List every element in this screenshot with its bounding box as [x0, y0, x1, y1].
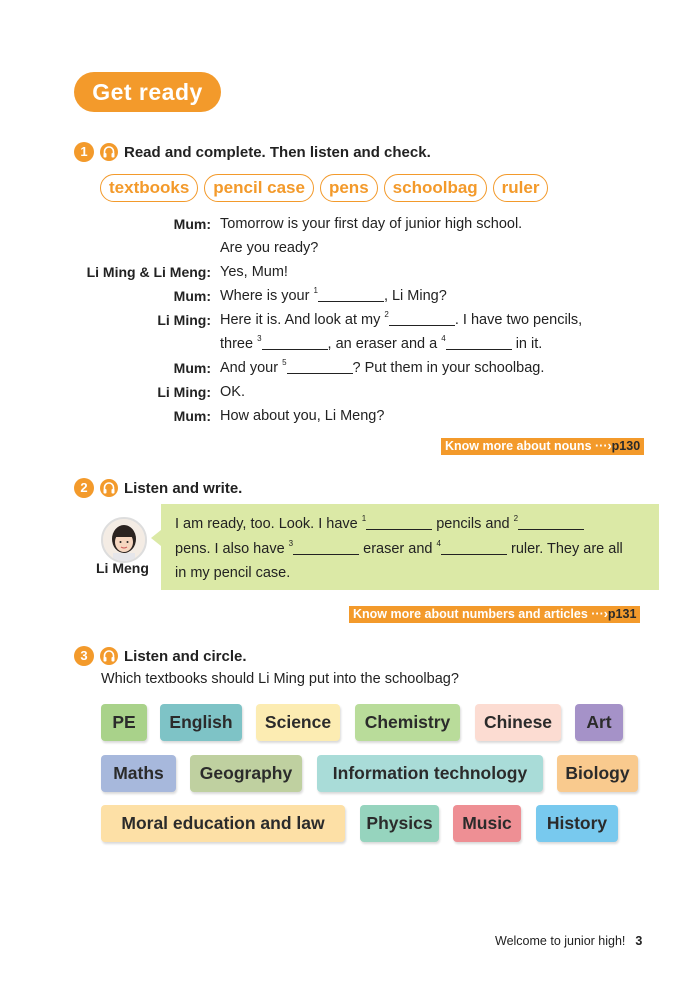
blank-number: 3 [257, 334, 262, 343]
nouns-reference-link[interactable] [441, 438, 644, 455]
text-part: three [220, 336, 258, 352]
text-part: And your [220, 360, 283, 376]
section-number: 1 [74, 142, 94, 162]
blank-3[interactable] [293, 540, 359, 555]
line-text [220, 332, 542, 356]
speaker [60, 332, 220, 356]
reference-page: p131 [607, 607, 637, 621]
dialogue-line [60, 212, 582, 236]
blank-number: 4 [441, 334, 446, 343]
speech-bubble-text [175, 512, 655, 586]
bubble-line [175, 512, 655, 537]
arrow-icon: ···› [595, 439, 612, 453]
blank-number: 3 [288, 538, 294, 548]
section-1-instruction: Read and complete. Then listen and check. [124, 143, 431, 161]
blank-4[interactable] [441, 540, 507, 555]
subject-chip[interactable]: Information technology [317, 755, 543, 792]
dialogue-line [60, 380, 582, 404]
line-text: How about you, Li Meng? [220, 408, 385, 424]
get-ready-banner: Get ready [74, 72, 221, 112]
text-part: Here it is. And look at my [220, 312, 385, 328]
subject-chip[interactable]: Music [453, 805, 521, 842]
section-2-instruction: Listen and write. [124, 479, 243, 497]
reference-label: Know more about nouns [445, 439, 595, 453]
girl-portrait-icon [103, 519, 145, 561]
speaker: Mum: [173, 360, 211, 376]
dialogue-line [60, 260, 582, 284]
speaker [60, 236, 220, 260]
subject-chip[interactable]: Art [575, 704, 623, 741]
reference-page: p130 [611, 439, 641, 453]
subject-chip[interactable]: Science [256, 704, 340, 741]
word-bank [100, 174, 548, 202]
headphones-icon[interactable] [100, 647, 118, 665]
blank-number: 1 [313, 286, 318, 295]
dialogue-line [60, 404, 582, 428]
word-textbooks: textbooks [100, 174, 198, 202]
li-meng-name: Li Meng [96, 560, 149, 576]
blank-1[interactable] [366, 515, 432, 530]
section-1-header [74, 141, 431, 163]
line-text [220, 284, 447, 308]
text-part: I am ready, too. Look. I have [175, 516, 362, 532]
subject-chip[interactable]: Moral education and law [101, 805, 345, 842]
subject-chip[interactable]: Chinese [475, 704, 561, 741]
blank-2[interactable] [518, 515, 584, 530]
blank-number: 2 [384, 310, 389, 319]
numbers-articles-reference-link[interactable] [349, 606, 640, 623]
section-3-instruction: Listen and circle. [124, 647, 247, 665]
line-text: Tomorrow is your first day of junior high school. [220, 216, 523, 232]
dialogue [60, 212, 582, 428]
section-3-question: Which textbooks should Li Ming put into the schoolbag? [101, 671, 459, 687]
subject-chip[interactable]: Maths [101, 755, 176, 792]
dialogue-line [60, 332, 582, 356]
section-number: 2 [74, 478, 94, 498]
subject-chip[interactable]: Chemistry [355, 704, 460, 741]
text-part: ruler. They are all [506, 540, 623, 557]
bubble-line [175, 537, 655, 562]
reference-label: Know more about numbers and articles [353, 607, 592, 621]
line-text [220, 356, 544, 380]
subject-chip[interactable]: PE [101, 704, 147, 741]
blank-number: 4 [436, 538, 441, 548]
headphones-icon[interactable] [100, 479, 118, 497]
speech-bubble-pointer [151, 530, 161, 546]
text-part: in it. [511, 336, 543, 352]
line-text: OK. [220, 384, 245, 400]
footer-title: Welcome to junior high! [495, 934, 626, 948]
subject-chip[interactable]: History [536, 805, 618, 842]
page-number: 3 [635, 934, 643, 948]
blank-2[interactable] [389, 311, 455, 326]
bubble-line: in my pencil case. [175, 565, 291, 581]
subject-chip[interactable]: Biology [557, 755, 638, 792]
page-footer [495, 934, 642, 948]
word-schoolbag: schoolbag [384, 174, 487, 202]
section-number: 3 [74, 646, 94, 666]
subject-chip[interactable]: Physics [360, 805, 439, 842]
text-part: , an eraser and a [327, 336, 442, 352]
dialogue-line [60, 284, 582, 308]
blank-5[interactable] [287, 359, 353, 374]
text-part: pencils and [432, 516, 514, 532]
headphones-icon[interactable] [100, 143, 118, 161]
blank-1[interactable] [318, 287, 384, 302]
line-text [220, 308, 582, 332]
word-ruler: ruler [493, 174, 549, 202]
section-3-header [74, 645, 247, 667]
text-part: ? Put them in your schoolbag. [352, 360, 545, 376]
speaker: Mum: [173, 216, 211, 232]
blank-number: 1 [361, 514, 367, 523]
blank-number: 2 [513, 514, 519, 523]
li-meng-avatar [101, 517, 147, 563]
subject-chip[interactable]: Geography [190, 755, 302, 792]
text-part: Where is your [220, 288, 314, 304]
blank-number: 5 [282, 358, 287, 367]
text-part: pens. I also have [175, 540, 289, 557]
speaker: Li Ming: [157, 384, 211, 400]
arrow-icon: ···› [591, 607, 608, 621]
blank-3[interactable] [262, 335, 328, 350]
dialogue-line [60, 236, 582, 260]
dialogue-line [60, 356, 582, 380]
text-part: , Li Ming? [383, 288, 447, 304]
word-pens: pens [320, 174, 378, 202]
text-part: . I have two pencils, [454, 312, 583, 328]
line-text: Yes, Mum! [220, 264, 288, 280]
speaker: Li Ming & Li Meng: [86, 264, 211, 280]
speaker: Mum: [173, 288, 211, 304]
subject-chip[interactable]: English [160, 704, 242, 741]
section-2-header [74, 477, 242, 499]
speaker: Mum: [173, 408, 211, 424]
dialogue-line [60, 308, 582, 332]
text-part: eraser and [359, 540, 437, 557]
blank-4[interactable] [446, 335, 512, 350]
word-pencil-case: pencil case [204, 174, 314, 202]
line-text: Are you ready? [220, 240, 319, 256]
speaker: Li Ming: [157, 312, 211, 328]
